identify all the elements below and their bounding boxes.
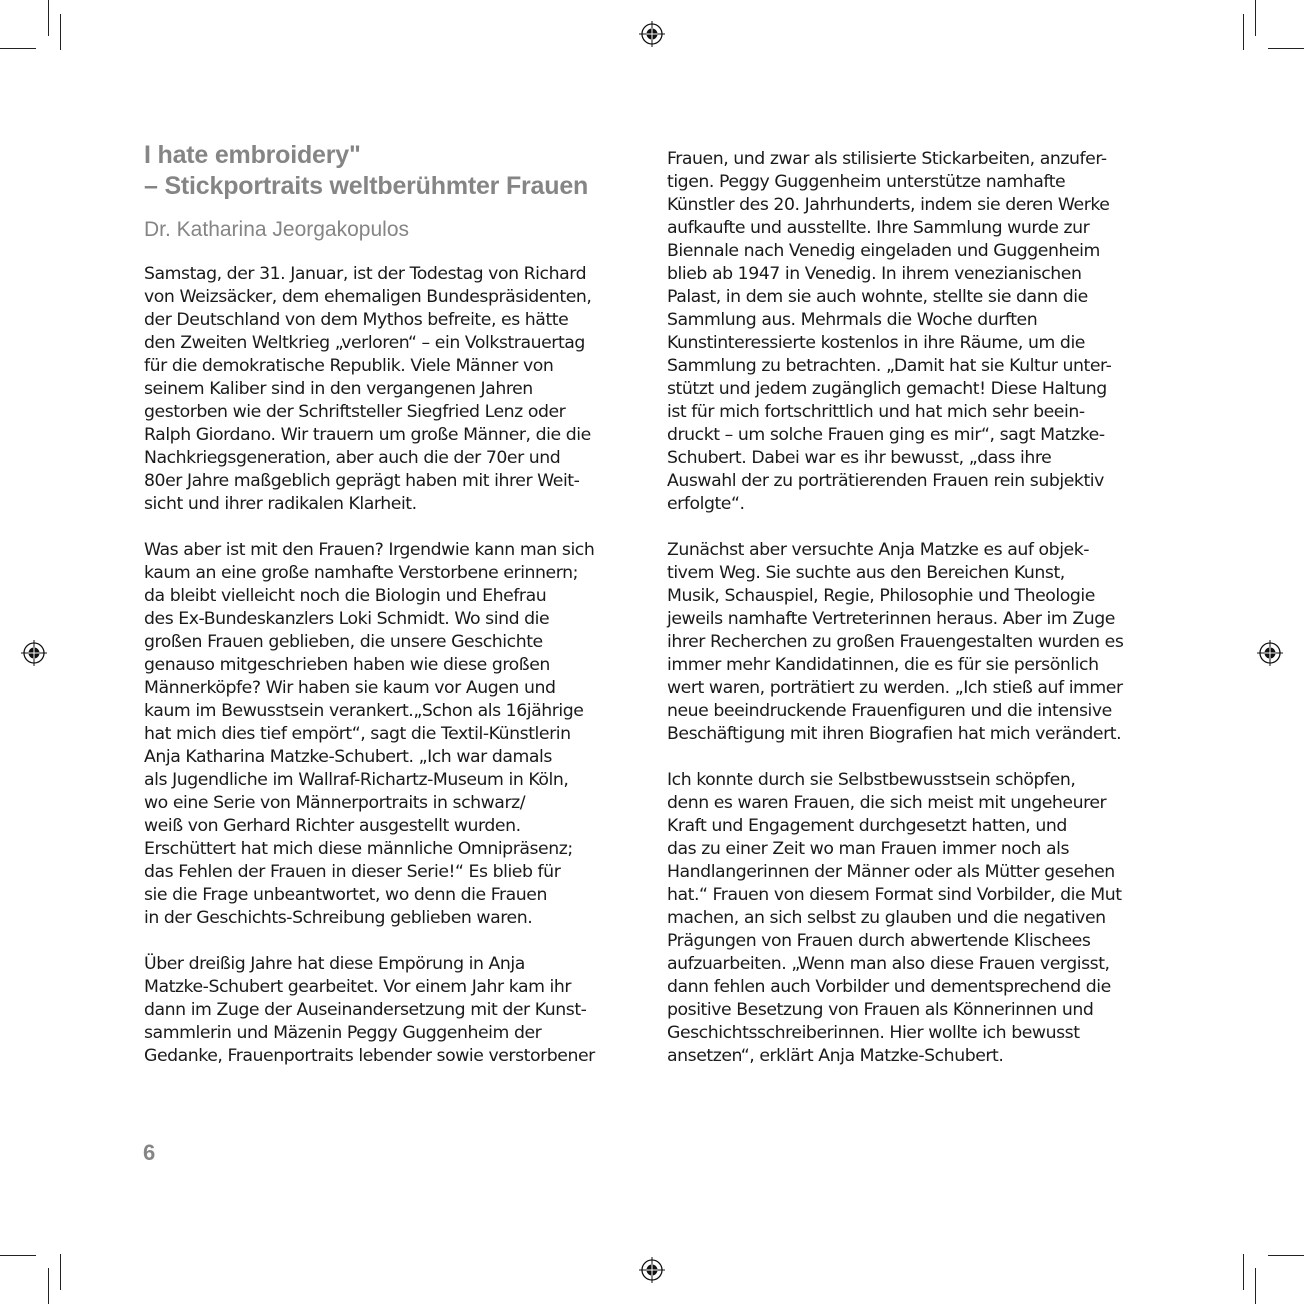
paragraph-line: Gedanke, Frauenportraits lebender sowie verstorbener	[144, 1046, 595, 1066]
paragraph-line: weiß von Gerhard Richter ausgestellt wurden.	[144, 816, 521, 836]
crop-mark	[1243, 14, 1244, 50]
paragraph-line: Sammlung aus. Mehrmals die Woche durften	[667, 310, 1038, 330]
paragraph-line: jeweils namhafte Vertreterinnen heraus. Aber im Zuge	[667, 609, 1115, 629]
paragraph-line: dann im Zuge der Auseinandersetzung mit der Kunst-	[144, 1000, 587, 1020]
paragraph-line: das zu einer Zeit wo man Frauen immer noch als	[667, 839, 1070, 859]
paragraph-line: seinem Kaliber sind in den vergangenen Jahren	[144, 379, 533, 399]
paragraph-line: Erschüttert hat mich diese männliche Omnipräsenz;	[144, 839, 573, 859]
crop-mark	[48, 0, 49, 36]
paragraph-line: stützt und jedem zugänglich gemacht! Diese Haltung	[667, 379, 1107, 399]
paragraph-line: hat.“ Frauen von diesem Format sind Vorbilder, die Mut	[667, 885, 1122, 905]
paragraph-line: das Fehlen der Frauen in dieser Serie!“ Es blieb für	[144, 862, 561, 882]
paragraph-gap	[144, 516, 644, 539]
crop-mark	[1255, 1268, 1256, 1304]
paragraph-line: aufkaufte und ausstellte. Ihre Sammlung wurde zur	[667, 218, 1090, 238]
paragraph-line: ansetzen“, erklärt Anja Matzke-Schubert.	[667, 1046, 1004, 1066]
paragraph-line: Samstag, der 31. Januar, ist der Todestag von Richard	[144, 264, 587, 284]
paragraph-line: machen, an sich selbst zu glauben und die negativen	[667, 908, 1106, 928]
paragraph-gap	[667, 516, 1167, 539]
paragraph-line: hat mich dies tief empört“, sagt die Textil-Künstlerin	[144, 724, 571, 744]
paragraph-line: Auswahl der zu porträtierenden Frauen rein subjektiv	[667, 471, 1104, 491]
paragraph-line: kaum im Bewusstsein verankert.„Schon als 16jährige	[144, 701, 584, 721]
page-number: 6	[143, 1140, 156, 1165]
paragraph-line: Kunstinteressierte kostenlos in ihre Räume, um die	[667, 333, 1085, 353]
paragraph-line: sammlerin und Mäzenin Peggy Guggenheim der	[144, 1023, 542, 1043]
paragraph-line: Handlangerinnen der Männer oder als Mütter gesehen	[667, 862, 1115, 882]
crop-mark	[0, 48, 36, 49]
paragraph-line: gestorben wie der Schriftsteller Siegfried Lenz oder	[144, 402, 566, 422]
paragraph-line: immer mehr Kandidatinnen, die es für sie persönlich	[667, 655, 1099, 675]
article-author: Dr. Katharina Jeorgakopulos	[144, 218, 409, 241]
paragraph-line: in der Geschichts-Schreibung geblieben waren.	[144, 908, 533, 928]
paragraph-line: ist für mich fortschrittlich und hat mich sehr beein-	[667, 402, 1085, 422]
crop-mark	[48, 1268, 49, 1304]
paragraph-line: Was aber ist mit den Frauen? Irgendwie kann man sich	[144, 540, 595, 560]
paragraph-line: denn es waren Frauen, die sich meist mit ungeheurer	[667, 793, 1107, 813]
registration-mark-icon	[639, 21, 665, 47]
paragraph-line: wert waren, porträtiert zu werden. „Ich stieß auf immer	[667, 678, 1123, 698]
paragraph-line: da bleibt vielleicht noch die Biologin und Ehefrau	[144, 586, 547, 606]
crop-mark	[1255, 0, 1256, 36]
paragraph-line: als Jugendliche im Wallraf-Richartz-Museum in Köln,	[144, 770, 569, 790]
paragraph-line: Musik, Schauspiel, Regie, Philosophie und Theologie	[667, 586, 1095, 606]
paragraph-line: tigen. Peggy Guggenheim unterstütze namhafte	[667, 172, 1066, 192]
registration-mark-icon	[21, 640, 47, 666]
paragraph-line: Palast, in dem sie auch wohnte, stellte sie dann die	[667, 287, 1088, 307]
paragraph-line: Über dreißig Jahre hat diese Empörung in Anja	[144, 954, 525, 974]
paragraph-line: wo eine Serie von Männerportraits in schwarz/	[144, 793, 526, 813]
paragraph-line: Biennale nach Venedig eingeladen und Guggenheim	[667, 241, 1100, 261]
paragraph-line: Nachkriegsgeneration, aber auch die der 70er und	[144, 448, 561, 468]
paragraph-gap	[144, 930, 644, 953]
paragraph-line: für die demokratische Republik. Viele Männer von	[144, 356, 554, 376]
registration-mark-icon	[1257, 640, 1283, 666]
paragraph-line: Männerköpfe? Wir haben sie kaum vor Augen und	[144, 678, 556, 698]
paragraph-line: Beschäftigung mit ihren Biografien hat mich verändert.	[667, 724, 1122, 744]
paragraph-line: sicht und ihrer radikalen Klarheit.	[144, 494, 417, 514]
paragraph-line: neue beeindruckende Frauenfiguren und die intensive	[667, 701, 1112, 721]
paragraph-line: Anja Katharina Matzke-Schubert. „Ich war damals	[144, 747, 552, 767]
crop-mark	[1243, 1254, 1244, 1290]
article-title-line: – Stickportraits weltberühmter Frauen	[144, 172, 589, 200]
crop-mark	[1268, 1255, 1304, 1256]
paragraph-line: Ich konnte durch sie Selbstbewusstsein schöpfen,	[667, 770, 1076, 790]
paragraph-line: Matzke-Schubert gearbeitet. Vor einem Jahr kam ihr	[144, 977, 572, 997]
left-text-column	[144, 263, 644, 1068]
paragraph-line: ihrer Recherchen zu großen Frauengestalten wurden es	[667, 632, 1124, 652]
paragraph-line: sie die Frage unbeantwortet, wo denn die Frauen	[144, 885, 547, 905]
article-title-line: I hate embroidery"	[144, 141, 361, 169]
crop-mark	[60, 1254, 61, 1290]
paragraph-line: Schubert. Dabei war es ihr bewusst, „dass ihre	[667, 448, 1052, 468]
paragraph-line: Kraft und Engagement durchgesetzt hatten, und	[667, 816, 1067, 836]
paragraph-line: erfolgte“.	[667, 494, 745, 514]
paragraph-line: Geschichtsschreiberinnen. Hier wollte ich bewusst	[667, 1023, 1080, 1043]
paragraph-line: 80er Jahre maßgeblich geprägt haben mit ihrer Weit-	[144, 471, 580, 491]
paragraph-line: kaum an eine große namhafte Verstorbene erinnern;	[144, 563, 578, 583]
paragraph-line: Prägungen von Frauen durch abwertende Klischees	[667, 931, 1091, 951]
paragraph-line: großen Frauen geblieben, die unsere Geschichte	[144, 632, 543, 652]
right-text-column	[667, 148, 1167, 1068]
paragraph-line: positive Besetzung von Frauen als Könnerinnen und	[667, 1000, 1094, 1020]
paragraph-line: Ralph Giordano. Wir trauern um große Männer, die die	[144, 425, 591, 445]
paragraph-gap	[667, 746, 1167, 769]
paragraph-line: Frauen, und zwar als stilisierte Stickarbeiten, anzufer-	[667, 149, 1107, 169]
paragraph-line: der Deutschland von dem Mythos befreite, es hätte	[144, 310, 569, 330]
article-title	[144, 140, 664, 202]
paragraph-line: aufzuarbeiten. „Wenn man also diese Frauen vergisst,	[667, 954, 1110, 974]
paragraph-line: blieb ab 1947 in Venedig. In ihrem venezianischen	[667, 264, 1082, 284]
crop-mark	[0, 1255, 36, 1256]
paragraph-line: des Ex-Bundeskanzlers Loki Schmidt. Wo sind die	[144, 609, 550, 629]
paragraph-line: tivem Weg. Sie suchte aus den Bereichen Kunst,	[667, 563, 1065, 583]
crop-mark	[60, 14, 61, 50]
registration-mark-icon	[639, 1257, 665, 1283]
paragraph-line: Sammlung zu betrachten. „Damit hat sie Kultur unter-	[667, 356, 1112, 376]
paragraph-line: genauso mitgeschrieben haben wie diese großen	[144, 655, 550, 675]
paragraph-line: Künstler des 20. Jahrhunderts, indem sie deren Werke	[667, 195, 1110, 215]
paragraph-line: von Weizsäcker, dem ehemaligen Bundespräsidenten,	[144, 287, 592, 307]
paragraph-line: Zunächst aber versuchte Anja Matzke es auf objek-	[667, 540, 1090, 560]
crop-mark	[1268, 48, 1304, 49]
paragraph-line: druckt – um solche Frauen ging es mir“, sagt Matzke-	[667, 425, 1105, 445]
paragraph-line: dann fehlen auch Vorbilder und dementsprechend die	[667, 977, 1111, 997]
paragraph-line: den Zweiten Weltkrieg „verloren“ – ein Volkstrauertag	[144, 333, 585, 353]
